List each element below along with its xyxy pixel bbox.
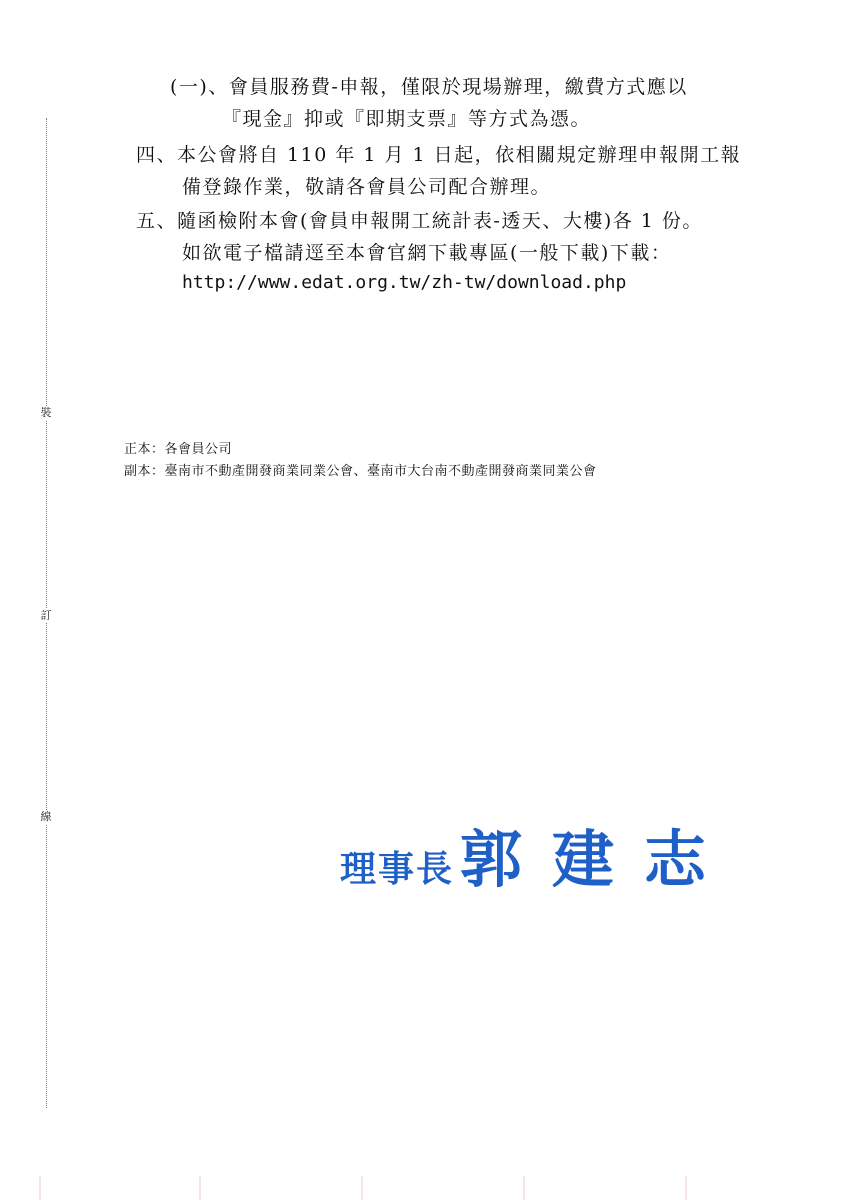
- original-recipients: 正本：各會員公司: [124, 442, 233, 457]
- chairman-signature: [340, 810, 736, 899]
- body-line-2: 『現金』抑或『即期支票』等方式為憑。: [222, 108, 592, 130]
- binding-char-zhuang: 裝: [38, 406, 54, 420]
- download-url: http://www.edat.org.tw/zh-tw/download.php: [182, 272, 627, 293]
- body-line-1: (一)、會員服務費-申報，僅限於現場辦理，繳費方式應以: [170, 76, 688, 98]
- body-item-4: 四、本公會將自 110 年 1 月 1 日起，依相關規定辦理申報開工報: [136, 144, 742, 166]
- body-item-5-continued: 如欲電子檔請逕至本會官網下載專區(一般下載)下載：: [182, 242, 672, 264]
- scan-edge-marks: [0, 1170, 848, 1200]
- body-item-5: 五、隨函檢附本會(會員申報開工統計表-透天、大樓)各 1 份。: [136, 210, 703, 232]
- binding-char-xian: 線: [38, 810, 54, 824]
- signature-title: 理事長: [340, 848, 455, 890]
- binding-char-ding: 訂: [38, 609, 54, 623]
- signature-name: 郭建志: [460, 823, 737, 896]
- body-item-4-continued: 備登錄作業，敬請各會員公司配合辦理。: [182, 176, 552, 198]
- copy-recipients: 副本：臺南市不動產開發商業同業公會、臺南市大台南不動產開發商業同業公會: [124, 464, 597, 479]
